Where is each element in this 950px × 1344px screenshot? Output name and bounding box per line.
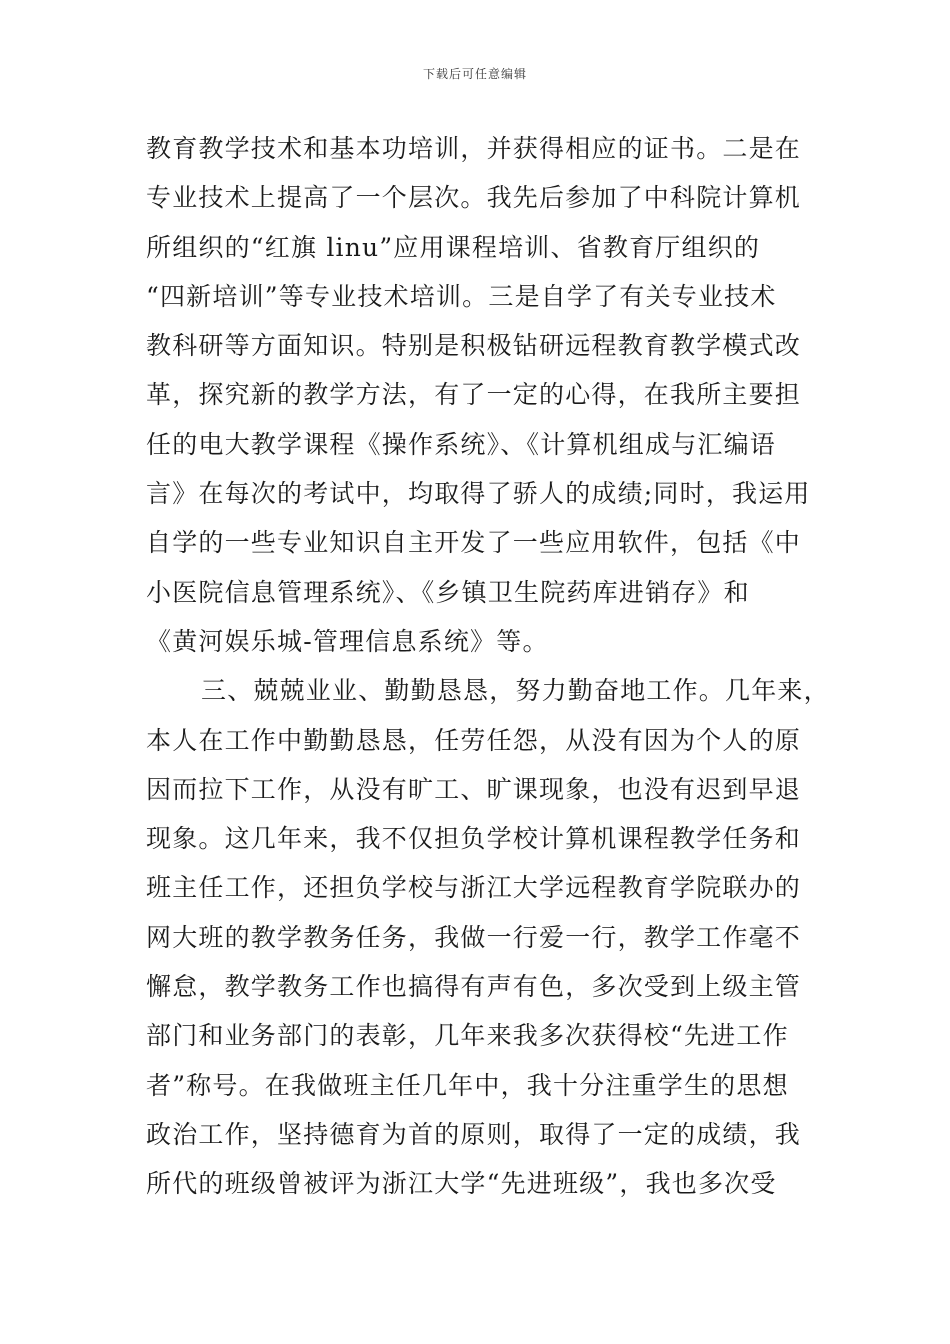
document-body — [146, 124, 830, 1209]
body-line-3: 所组织的“红旗 linu”应用课程培训、省教育厅组织的 — [146, 232, 761, 262]
body-line-15: 现象。这几年来，我不仅担负学校计算机课程教学任务和 — [146, 824, 802, 854]
body-line-19: 部门和业务部门的表彰，几年来我多次获得校“先进工作 — [146, 1021, 789, 1051]
body-line-18: 懈怠，教学教务工作也搞得有声有色，多次受到上级主管 — [146, 972, 802, 1002]
paragraph-start-line: 三、兢兢业业、勤勤恳恳，努力勤奋地工作。几年来， — [201, 676, 830, 706]
body-line-10: 小医院信息管理系统》、《乡镇卫生院药库进销存》和 — [146, 577, 750, 607]
body-line-13: 本人在工作中勤勤恳恳，任劳任怨，从没有因为个人的原 — [146, 725, 802, 755]
body-line-8: 言》在每次的考试中，均取得了骄人的成绩;同时，我运用 — [146, 479, 811, 509]
body-line-9: 自学的一些专业知识自主开发了一些应用软件，包括《中 — [146, 528, 802, 558]
body-line-16: 班主任工作，还担负学校与浙江大学远程教育学院联办的 — [146, 873, 802, 903]
body-line-5: 教科研等方面知识。特别是积极钻研远程教育教学模式改 — [146, 331, 802, 361]
body-line-6: 革，探究新的教学方法，有了一定的心得，在我所主要担 — [146, 380, 802, 410]
body-line-11: 《黄河娱乐城-管理信息系统》等。 — [146, 626, 549, 656]
body-line-4: “四新培训”等专业技术培训。三是自学了有关专业技术 — [146, 281, 777, 311]
body-line-7: 任的电大教学课程《操作系统》、《计算机组成与汇编语 — [146, 429, 777, 459]
page-header: 下载后可任意编辑 — [422, 67, 527, 81]
body-line-22: 所代的班级曾被评为浙江大学“先进班级”，我也多次受 — [146, 1169, 777, 1199]
body-line-2: 专业技术上提高了一个层次。我先后参加了中科院计算机 — [146, 183, 802, 213]
body-line-21: 政治工作，坚持德育为首的原则，取得了一定的成绩，我 — [146, 1119, 802, 1149]
body-line-1: 教育教学技术和基本功培训，并获得相应的证书。二是在 — [146, 134, 802, 163]
body-line-20: 者”称号。在我做班主任几年中，我十分注重学生的思想 — [146, 1070, 789, 1100]
body-line-17: 网大班的教学教务任务，我做一行爱一行，教学工作毫不 — [146, 922, 802, 952]
body-line-14: 因而拉下工作，从没有旷工、旷课现象，也没有迟到早退 — [146, 774, 802, 804]
